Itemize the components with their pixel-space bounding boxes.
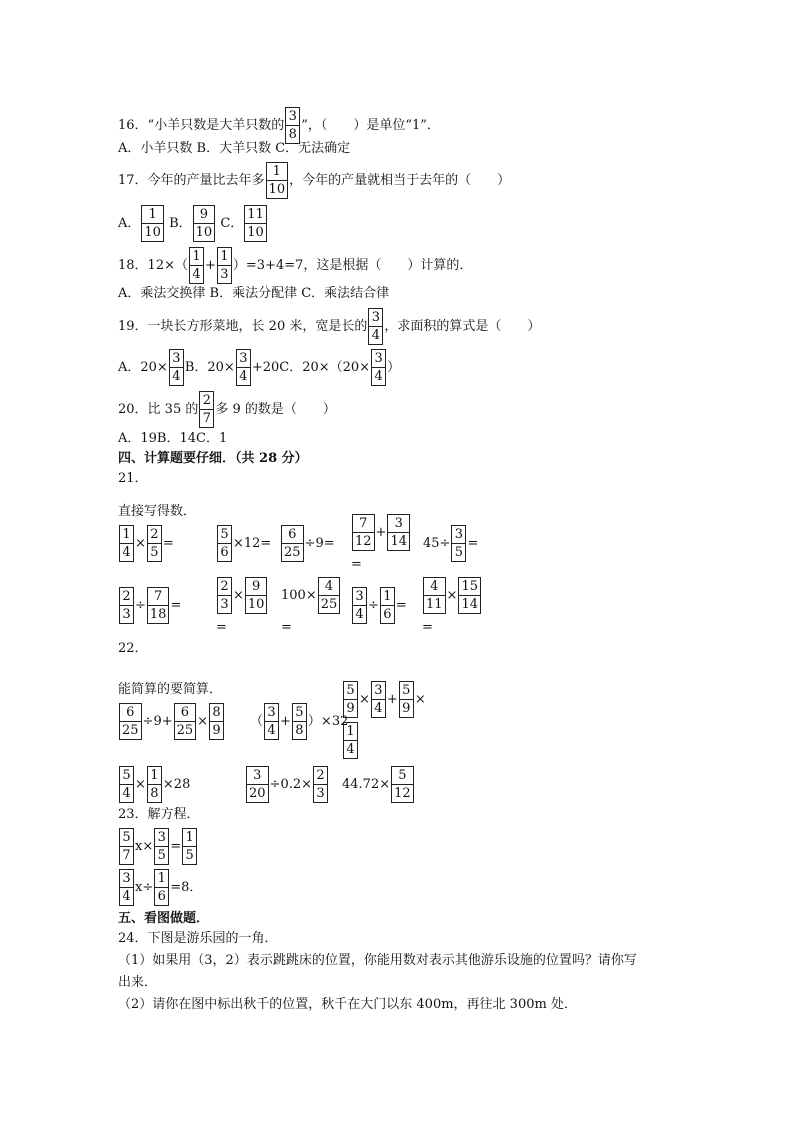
option-a: A．20× [118,360,168,375]
numerator: 3 [353,588,366,606]
numerator: 5 [344,682,357,700]
numerator: 4 [319,578,340,596]
numerator: 1 [120,526,133,544]
numerator: 3 [388,515,409,533]
numerator: 5 [400,682,413,700]
q23-eq-2 [118,869,202,906]
numerator: 3 [372,682,385,700]
fraction [119,703,142,740]
fraction [399,681,414,718]
operator-text: ÷9+ [142,714,173,729]
fraction [119,525,134,562]
fraction [423,577,446,614]
denominator: 4 [239,369,248,384]
denominator: 3 [316,786,325,801]
fraction [217,577,232,614]
numerator: 1 [190,248,203,266]
left-paren: （ [250,714,264,729]
numerator: 5 [392,767,413,785]
q20-options: A．19B．14C．1 [118,431,228,446]
denominator: 11 [426,597,443,612]
numerator: 1 [344,723,357,741]
q19-prefix: 19．一块长方形菜地，长 20 米，宽是长的 [118,319,368,334]
q21-item-7 [216,577,268,614]
numerator: 3 [155,829,168,847]
fraction [391,766,414,803]
denominator: 10 [247,597,265,612]
q16-prefix: 16．“小羊只数是大羊只数的 [118,118,285,133]
section-4-heading: 四、计算题要仔细．（共 28 分） [118,451,308,466]
times-sign: × [142,839,154,854]
times-sign: × [233,588,244,603]
q21-item-4-equals: = [351,557,362,572]
denominator: 4 [172,369,181,384]
denominator: 5 [150,545,159,560]
numerator: 9 [194,206,215,224]
fraction [387,514,410,551]
fraction [119,828,134,865]
numerator: 3 [372,350,385,368]
fraction [281,525,304,562]
times-sign: × [197,714,209,729]
equals-sign: = [162,536,174,551]
denominator: 8 [150,786,159,801]
fraction [292,703,307,740]
numerator: 3 [120,870,133,888]
q21-item-10-equals: = [422,620,433,635]
fraction [371,681,386,718]
denominator: 18 [149,607,167,622]
q21-item-7-equals: = [216,620,227,635]
divide-sign: ÷ [368,598,379,613]
q22-item-5 [245,766,329,803]
numerator: 1 [218,248,231,266]
denominator: 25 [122,723,139,738]
q24-part2: （2）请你在图中标出秋千的位置，秋千在大门以东 400m，再往北 300m 处． [118,997,577,1012]
numerator: 1 [142,206,163,224]
fraction [245,577,268,614]
numerator: 4 [424,578,445,596]
q21-item-6 [118,587,181,624]
operator-text: 44.72× [342,777,391,792]
fraction [343,681,358,718]
section-5-heading: 五、看图做题． [118,911,210,926]
numerator: 3 [286,108,299,126]
numerator: 3 [170,350,183,368]
operator-text: ÷9= [304,536,335,551]
denominator: 7 [122,848,131,863]
denominator: 4 [122,889,131,904]
numerator: 5 [120,767,133,785]
denominator: 9 [346,701,355,716]
denominator: 14 [390,534,407,549]
q19-line [118,308,540,345]
q17-suffix: ，今年的产量就相当于去年的（ ） [289,173,511,188]
option-label: C． [220,216,244,231]
fraction [380,587,395,624]
q19-suffix: ，求面积的算式是（ ） [384,319,541,334]
numerator: 9 [246,578,267,596]
q17-options [118,205,268,242]
q21-item-8 [281,577,341,614]
q21-item-1 [118,525,174,562]
numerator: 5 [120,829,133,847]
numerator: 2 [218,578,231,596]
plus-sign: + [375,525,387,540]
fraction [199,391,214,428]
fraction [141,205,164,242]
denominator: 5 [185,848,194,863]
q21-item-9 [351,587,407,624]
denominator: 5 [454,545,464,560]
divide-sign: ÷ [142,880,154,895]
q16-line [118,107,440,144]
denominator: 3 [220,597,229,612]
numerator: 1 [183,829,196,847]
operator-text: ×28 [162,777,191,792]
fraction [244,205,267,242]
denominator: 8 [288,127,297,142]
option-label: B． [169,216,192,231]
equals-eight: =8． [170,880,203,895]
option-b: B．20× [184,360,235,375]
q22-item-6 [342,766,415,803]
q22-item-3 [342,681,426,718]
fraction [169,349,184,386]
denominator: 4 [192,267,201,282]
denominator: 9 [402,701,411,716]
q23-eq-1 [118,828,198,865]
fraction [189,247,204,284]
q21-title: 直接写得数． [118,504,197,519]
numerator: 8 [210,704,223,722]
fraction [343,722,358,759]
fraction [352,587,367,624]
q18-options: A．乘法交换律 B．乘法分配律 C．乘法结合律 [118,286,390,301]
fraction [119,587,134,624]
operator-text: ）×32 [307,714,349,729]
numerator: 3 [247,767,268,785]
fraction [371,349,386,386]
q22-item-4 [118,766,190,803]
fraction [209,703,224,740]
denominator: 4 [355,607,364,622]
numerator: 2 [200,392,213,410]
denominator: 10 [268,182,286,197]
numerator: 5 [218,526,231,544]
denominator: 6 [383,607,392,622]
denominator: 10 [144,225,161,240]
fraction [236,349,251,386]
variable-x: x [135,839,143,854]
q21-item-3 [280,525,335,562]
q17-line [118,162,510,199]
fraction [368,308,383,345]
equals-sign: = [395,598,407,613]
denominator: 6 [220,545,229,560]
numerator: 1 [267,163,288,181]
q21-item-5 [423,525,478,562]
variable-x: x [135,880,143,895]
fraction [318,577,341,614]
numerator: 3 [265,704,278,722]
numerator: 3 [452,526,465,544]
denominator: 7 [202,411,211,426]
times-sign: × [446,588,458,603]
denominator: 4 [346,742,355,757]
q18-line [118,247,472,284]
q22-title: 能简算的要简算． [118,682,223,697]
numerator: 1 [381,588,394,606]
denominator: 4 [267,723,276,738]
numerator: 2 [314,767,327,785]
plus-sign: + [280,714,291,729]
fraction [119,766,134,803]
fraction [119,869,134,906]
q19-options [118,349,400,386]
denominator: 20 [249,786,266,801]
q24-part1-line1: （1）如果用（3，2）表示跳跳床的位置，你能用数对表示其他游乐设施的位置吗？请你写 [118,953,637,968]
operator-text: 100× [281,588,317,603]
divide-sign: ÷ [135,598,146,613]
fraction [154,869,169,906]
fraction [217,525,232,562]
plus-sign: + [386,692,398,707]
denominator: 12 [394,786,411,801]
q17-prefix: 17．今年的产量比去年多 [118,173,265,188]
denominator: 10 [195,225,213,240]
q18-prefix: 18．12×（ [118,258,188,273]
numerator: 2 [120,588,133,606]
fraction [313,766,328,803]
q22-item-2 [250,703,348,740]
numerator: 6 [282,526,303,544]
q24-part1-line2: 出来． [118,975,158,990]
equals-sign: = [170,598,182,613]
option-c: +20C．20×（20× [251,360,371,375]
q21-item-2 [216,525,271,562]
denominator: 6 [157,889,166,904]
fraction [264,703,279,740]
numerator: 1 [148,767,161,785]
plus-sign: + [204,258,216,273]
denominator: 4 [374,701,383,716]
equals-sign: = [467,536,479,551]
denominator: 14 [461,597,478,612]
option-c-suffix: ） [387,360,401,375]
numerator: 3 [237,350,250,368]
denominator: 3 [220,267,229,282]
numerator: 6 [175,704,196,722]
denominator: 10 [247,225,264,240]
operator-text: 45÷ [423,536,451,551]
denominator: 8 [295,723,304,738]
denominator: 25 [320,597,338,612]
denominator: 9 [212,723,221,738]
numerator: 15 [461,579,478,594]
operator-text: ×12= [233,536,272,551]
fraction [266,162,289,199]
q22-item-3-cont [342,722,359,759]
numerator: 7 [353,515,374,533]
q21-item-10 [422,577,482,614]
q23-title: 23．解方程． [118,807,200,822]
fraction [154,828,169,865]
q21-number: 21． [118,471,148,486]
q16-options: A．小羊只数 B．大羊只数 C．无法确定 [118,141,351,156]
denominator: 4 [371,328,380,343]
times-sign: × [135,536,146,551]
fraction [147,525,162,562]
numerator: 2 [148,526,161,544]
fraction [147,766,162,803]
fraction [193,205,216,242]
q20-suffix: 多 9 的数是（ ） [215,402,336,417]
denominator: 5 [157,848,166,863]
denominator: 25 [176,723,194,738]
option-label: A． [118,216,141,231]
denominator: 4 [122,786,131,801]
fraction [174,703,197,740]
denominator: 12 [355,534,372,549]
q24-title: 24．下图是游乐园的一角． [118,931,278,946]
q20-prefix: 20．比 35 的 [118,402,199,417]
denominator: 3 [122,607,131,622]
times-sign: × [359,692,370,707]
q22-item-1 [118,703,225,740]
q21-item-4 [351,514,411,551]
q20-line [118,391,336,428]
denominator: 4 [122,545,131,560]
denominator: 25 [284,545,301,560]
times-sign: × [135,777,146,792]
q18-suffix: ）=3+4=7，这是根据（ ）计算的． [232,258,473,273]
fraction [458,577,481,614]
numerator: 6 [120,704,141,722]
numerator: 3 [369,309,382,327]
operator-text: ÷0.2× [269,777,313,792]
q21-item-8-equals: = [281,620,292,635]
fraction [451,525,466,562]
fraction [147,587,170,624]
fraction [352,514,375,551]
fraction [246,766,269,803]
denominator: 4 [374,369,383,384]
equals-sign: = [170,839,182,854]
numerator: 1 [155,870,168,888]
numerator: 5 [293,704,306,722]
fraction [182,828,197,865]
q22-number: 22． [118,641,148,656]
fraction [285,107,300,144]
q16-suffix: ”，（ ）是单位“1”． [301,118,440,133]
fraction [217,247,232,284]
times-sign: × [414,692,426,707]
numerator: 7 [148,588,169,606]
numerator: 11 [247,207,264,222]
